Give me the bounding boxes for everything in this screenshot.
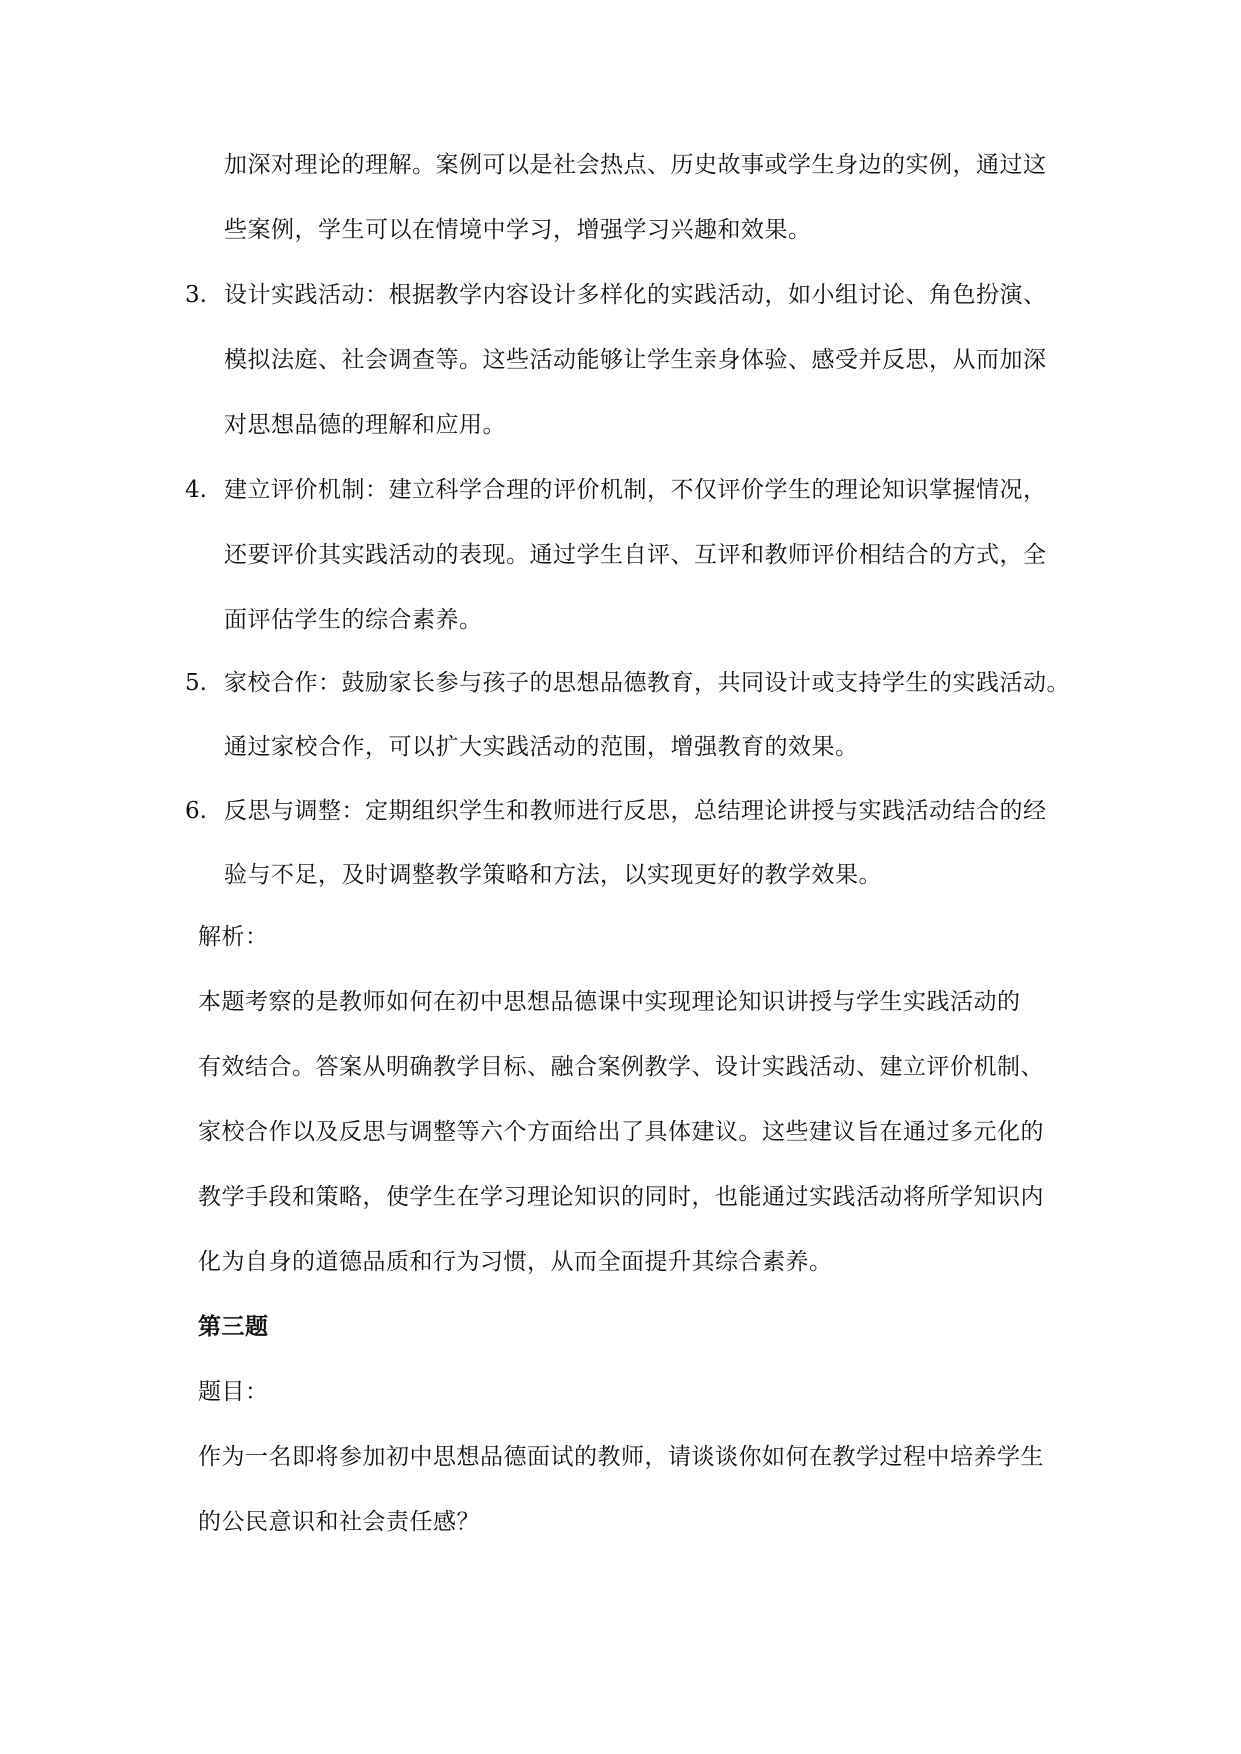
list-item-line: 面评估学生的综合素养。 (224, 607, 483, 633)
list-number: 4. (185, 477, 207, 503)
question-label: 题目： (198, 1379, 269, 1405)
section-heading: 第三题 (198, 1313, 269, 1340)
list-item-line: 模拟法庭、社会调查等。这些活动能够让学生亲身体验、感受并反思，从而加深 (224, 347, 1047, 373)
paragraph-line: 加深对理论的理解。案例可以是社会热点、历史故事或学生身边的实例，通过这 (224, 152, 1047, 178)
analysis-line: 本题考察的是教师如何在初中思想品德课中实现理论知识讲授与学生实践活动的 (198, 989, 1021, 1015)
list-number: 6. (185, 798, 207, 824)
analysis-line: 有效结合。答案从明确教学目标、融合案例教学、设计实践活动、建立评价机制、 (198, 1054, 1044, 1080)
list-item-line: 通过家校合作，可以扩大实践活动的范围，增强教育的效果。 (224, 734, 859, 760)
list-item-line: 设计实践活动：根据教学内容设计多样化的实践活动，如小组讨论、角色扮演、 (224, 282, 1047, 308)
list-number: 5. (185, 670, 207, 696)
analysis-label: 解析： (198, 924, 269, 950)
list-number: 3. (185, 282, 207, 308)
question-line: 的公民意识和社会责任感？ (198, 1509, 480, 1535)
list-item-line: 反思与调整：定期组织学生和教师进行反思，总结理论讲授与实践活动结合的经 (224, 798, 1047, 824)
question-line: 作为一名即将参加初中思想品德面试的教师，请谈谈你如何在教学过程中培养学生 (198, 1444, 1044, 1470)
list-item-line: 还要评价其实践活动的表现。通过学生自评、互评和教师评价相结合的方式，全 (224, 542, 1047, 568)
analysis-line: 教学手段和策略，使学生在学习理论知识的同时，也能通过实践活动将所学知识内 (198, 1184, 1044, 1210)
list-item-line: 建立评价机制：建立科学合理的评价机制，不仅评价学生的理论知识掌握情况， (224, 477, 1047, 503)
analysis-line: 家校合作以及反思与调整等六个方面给出了具体建议。这些建议旨在通过多元化的 (198, 1119, 1044, 1145)
list-item-line: 家校合作：鼓励家长参与孩子的思想品德教育，共同设计或支持学生的实践活动。 (224, 670, 1070, 696)
list-item-line: 对思想品德的理解和应用。 (224, 412, 506, 438)
paragraph-line: 些案例，学生可以在情境中学习，增强学习兴趣和效果。 (224, 217, 812, 243)
list-item-line: 验与不足，及时调整教学策略和方法，以实现更好的教学效果。 (224, 862, 882, 888)
analysis-line: 化为自身的道德品质和行为习惯，从而全面提升其综合素养。 (198, 1249, 833, 1275)
